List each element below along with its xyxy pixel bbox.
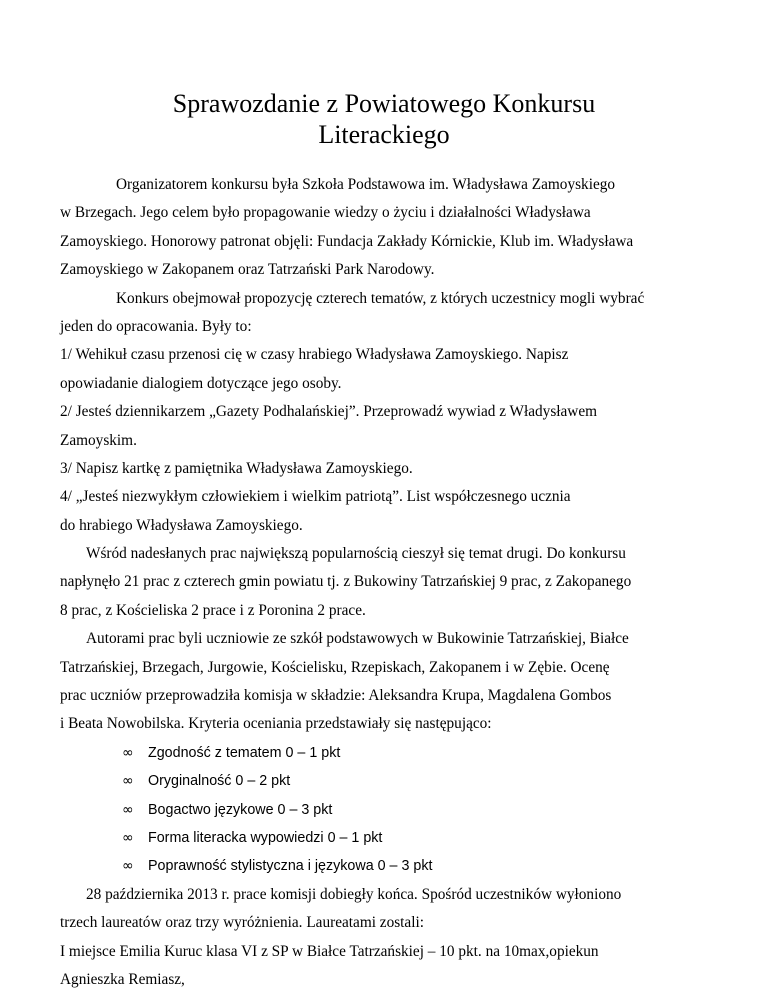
criteria-list (78, 739, 718, 881)
infinity-bullet-icon: ∞ (122, 744, 134, 761)
criteria-text: Zgodność z tematem 0 – 1 pkt (148, 744, 341, 761)
paragraph-line: prac uczniów przeprowadziła komisja w składzie: Aleksandra Krupa, Magdalena Gombos (60, 687, 612, 705)
topic-line: 4/ „Jesteś niezwykłym człowiekiem i wielkim patriotą”. List współczesnego ucznia (60, 488, 571, 506)
paragraph-line: 28 października 2013 r. prace komisji dobiegły końca. Spośród uczestników wyłoniono (86, 885, 622, 903)
paragraph-line: trzech laureatów oraz trzy wyróżnienia. Laureatami zostali: (60, 914, 424, 932)
infinity-bullet-icon: ∞ (122, 773, 134, 790)
paragraph-line: w Brzegach. Jego celem było propagowanie wiedzy o życiu i działalności Władysława (60, 204, 591, 222)
criteria-text: Forma literacka wypowiedzi 0 – 1 pkt (148, 829, 383, 846)
criteria-text: Poprawność stylistyczna i językowa 0 – 3 pkt (148, 858, 433, 875)
paragraph-line: Organizatorem konkursu była Szkoła Podstawowa im. Władysława Zamoyskiego (116, 176, 616, 193)
paragraph-line: Autorami prac byli uczniowie ze szkół podstawowych w Bukowinie Tatrzańskiej, Białce (86, 630, 629, 648)
paragraph-line: jeden do opracowania. Były to: (60, 317, 252, 335)
infinity-bullet-icon: ∞ (122, 801, 134, 818)
topic-line: 1/ Wehikuł czasu przenosi cię w czasy hrabiego Władysława Zamoyskiego. Napisz (60, 346, 569, 364)
topic-line: do hrabiego Władysława Zamoyskiego. (60, 516, 303, 534)
document-body (60, 171, 718, 994)
criteria-item (78, 767, 718, 795)
title-line-2: Literackiego (318, 120, 450, 149)
criteria-item (78, 796, 718, 824)
infinity-bullet-icon: ∞ (122, 829, 134, 846)
criteria-item (78, 824, 718, 852)
criteria-item (78, 852, 718, 880)
title-line-1: Sprawozdanie z Powiatowego Konkursu (172, 89, 596, 118)
paragraph-line: I miejsce Emilia Kuruc klasa VI z SP w Białce Tatrzańskiej – 10 pkt. na 10max,opiekun (60, 942, 599, 960)
paragraph-line: Zamoyskiego w Zakopanem oraz Tatrzański Park Narodowy. (60, 261, 435, 279)
infinity-bullet-icon: ∞ (122, 858, 134, 875)
topic-line: opowiadanie dialogiem dotyczące jego osoby. (60, 374, 342, 392)
criteria-item (78, 739, 718, 767)
paragraph-line: 8 prac, z Kościeliska 2 prace i z Poronina 2 prace. (60, 601, 366, 619)
topic-line: 3/ Napisz kartkę z pamiętnika Władysława Zamoyskiego. (60, 459, 413, 477)
paragraph-line: Agnieszka Remiasz, (60, 970, 185, 988)
criteria-text: Bogactwo językowe 0 – 3 pkt (148, 801, 333, 818)
paragraph-line: Zamoyskiego. Honorowy patronat objęli: Fundacja Zakłady Kórnickie, Klub im. Władysława (60, 232, 634, 250)
paragraph-line: napłynęło 21 prac z czterech gmin powiatu tj. z Bukowiny Tatrzańskiej 9 prac, z Zakopanego (60, 573, 632, 591)
paragraph-line: Konkurs obejmował propozycję czterech tematów, z których uczestnicy mogli wybrać (116, 289, 645, 307)
document-title (60, 88, 708, 150)
paragraph-line: Tatrzańskiej, Brzegach, Jurgowie, Kościelisku, Rzepiskach, Zakopanem i w Zębie. Ocenę (60, 658, 610, 676)
paragraph-line: i Beata Nowobilska. Kryteria oceniania przedstawiały się następująco: (60, 715, 492, 733)
topic-line: Zamoyskim. (60, 431, 137, 449)
criteria-text: Oryginalność 0 – 2 pkt (148, 773, 291, 790)
topic-line: 2/ Jesteś dziennikarzem „Gazety Podhalańskiej”. Przeprowadź wywiad z Władysławem (60, 403, 598, 421)
paragraph-line: Wśród nadesłanych prac największą popularnością cieszył się temat drugi. Do konkursu (86, 545, 626, 563)
